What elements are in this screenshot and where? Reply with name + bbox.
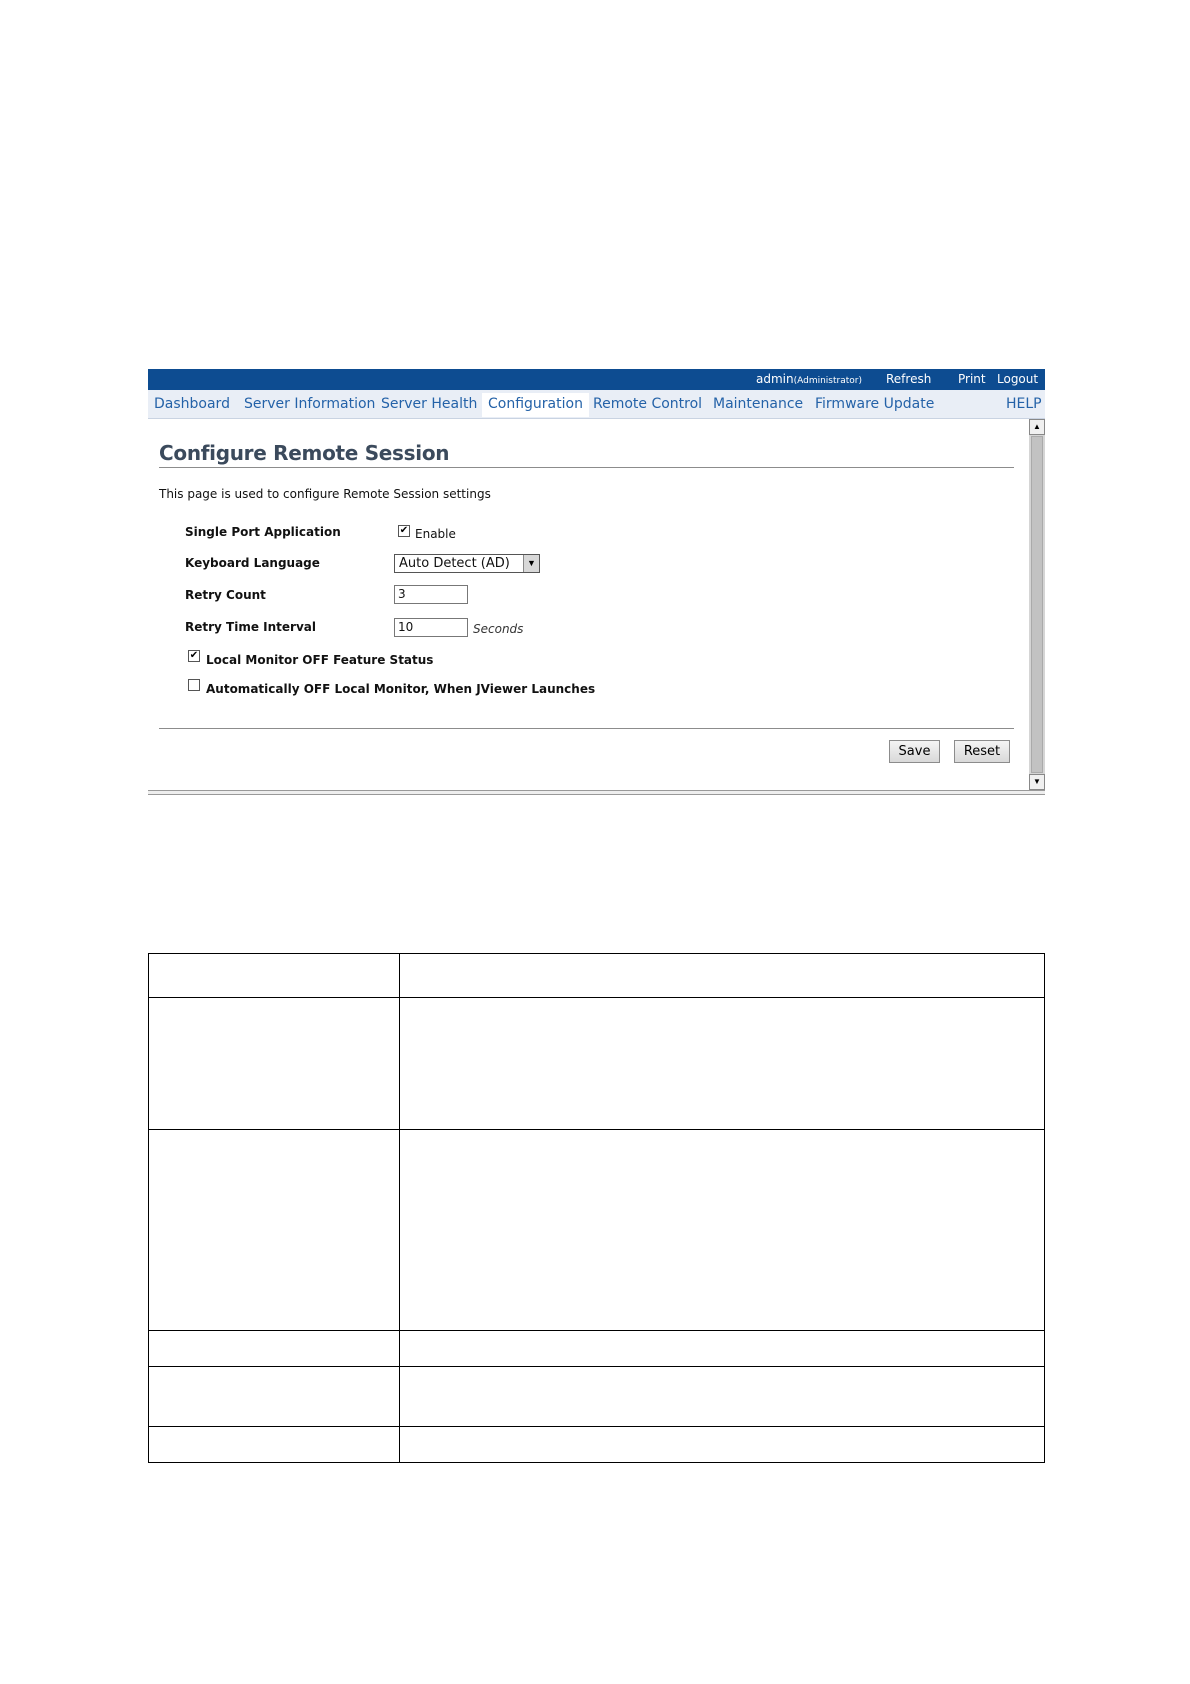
scrollbar-thumb[interactable] — [1031, 436, 1043, 773]
refresh-link[interactable]: Refresh — [886, 372, 932, 386]
table-row — [149, 1427, 1045, 1463]
single-port-label: Single Port Application — [185, 525, 341, 539]
retry-count-label: Retry Count — [185, 588, 266, 602]
retry-interval-input[interactable]: 10 — [394, 618, 468, 637]
content-area — [148, 419, 1029, 790]
arrow-down-icon[interactable]: ▼ — [1029, 774, 1045, 790]
auto-off-checkbox[interactable] — [188, 679, 200, 691]
form-divider — [159, 728, 1014, 729]
save-button[interactable]: Save — [889, 740, 940, 763]
local-monitor-checkbox[interactable] — [188, 650, 200, 662]
chevron-down-icon[interactable]: ▼ — [523, 555, 539, 572]
table-row — [149, 1367, 1045, 1427]
user-role: (Administrator) — [793, 376, 862, 386]
vertical-scrollbar[interactable] — [1029, 419, 1045, 790]
keyboard-language-label: Keyboard Language — [185, 556, 320, 570]
enable-label: Enable — [415, 527, 456, 541]
logout-link[interactable]: Logout — [997, 372, 1039, 386]
nav-dashboard[interactable]: Dashboard — [154, 396, 230, 412]
nav-server-health[interactable]: Server Health — [381, 396, 478, 412]
keyboard-language-value: Auto Detect (AD) — [399, 556, 510, 571]
table-row — [149, 998, 1045, 1130]
table-row — [149, 1130, 1045, 1331]
keyboard-language-select[interactable] — [394, 554, 540, 573]
single-port-checkbox[interactable] — [398, 525, 410, 537]
retry-interval-label: Retry Time Interval — [185, 620, 316, 634]
remote-session-window — [148, 369, 1045, 794]
seconds-unit-label: Seconds — [473, 622, 524, 636]
username: admin — [756, 372, 794, 386]
print-link[interactable]: Print — [958, 372, 986, 386]
page-description: This page is used to configure Remote Session settings — [159, 487, 491, 501]
check-icon: ✔ — [189, 650, 199, 661]
nav-remote-control[interactable]: Remote Control — [593, 396, 703, 412]
nav-configuration[interactable]: Configuration — [482, 393, 589, 417]
nav-server-information[interactable]: Server Information — [244, 396, 376, 412]
check-icon: ✔ — [399, 525, 409, 536]
auto-off-label: Automatically OFF Local Monitor, When JViewer Launches — [206, 682, 596, 696]
main-nav — [148, 390, 1045, 419]
window-bottom-edge — [148, 790, 1045, 795]
top-bar — [148, 369, 1045, 390]
table-row — [149, 1331, 1045, 1367]
retry-count-input[interactable]: 3 — [394, 585, 468, 604]
user-info — [756, 372, 862, 386]
local-monitor-label: Local Monitor OFF Feature Status — [206, 653, 434, 667]
nav-maintenance[interactable]: Maintenance — [713, 396, 804, 412]
table-row — [149, 954, 1045, 998]
page-title: Configure Remote Session — [159, 441, 450, 465]
title-divider — [159, 467, 1014, 468]
settings-table — [148, 953, 1045, 1463]
arrow-up-icon[interactable]: ▲ — [1029, 419, 1045, 435]
nav-firmware-update[interactable]: Firmware Update — [815, 396, 935, 412]
reset-button[interactable]: Reset — [954, 740, 1010, 763]
nav-help[interactable]: HELP — [1006, 396, 1042, 412]
